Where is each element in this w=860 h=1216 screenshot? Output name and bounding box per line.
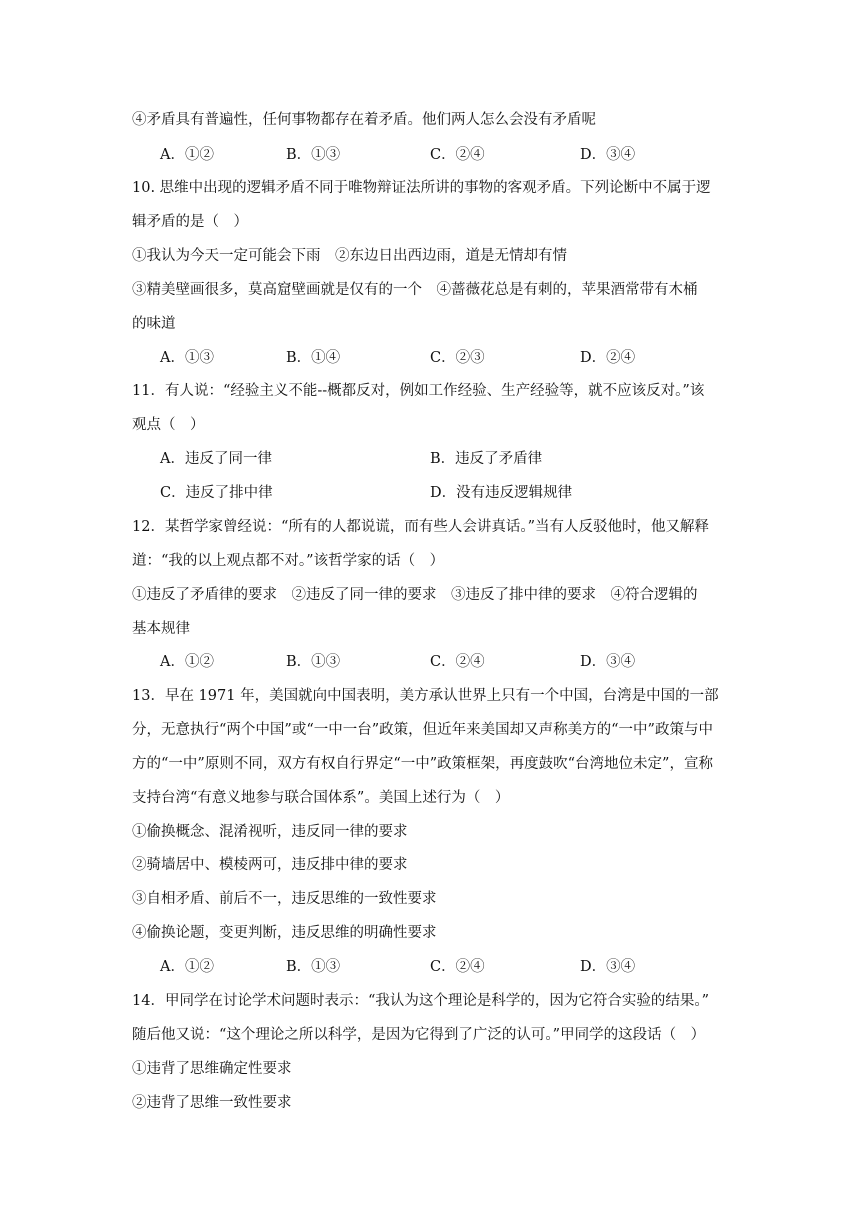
- question-12-stem: 道：“我的以上观点都不对。”该哲学家的话（ ）: [132, 553, 445, 569]
- question-13-statement: ④偷换论题，变更判断，违反思维的明确性要求: [132, 925, 437, 941]
- option-c: C．违反了排中律: [160, 485, 273, 501]
- option-b: B．①③: [286, 147, 341, 163]
- question-13-stem: 方的“一中”原则不同，双方有权自行界定“一中”政策框架，再度鼓吹“台湾地位未定”，宣称: [132, 756, 713, 772]
- option-d: D．③④: [580, 147, 636, 163]
- question-10-stem: 辑矛盾的是（ ）: [132, 214, 248, 230]
- option-b: B．①③: [286, 654, 341, 670]
- option-a: A．①②: [160, 959, 214, 975]
- question-14-statement: ①违背了思维确定性要求: [132, 1061, 292, 1077]
- question-13-stem: 分，无意执行“两个中国”或“一中一台”政策，但近年来美国却又声称美方的“一中”政策与中: [132, 722, 713, 738]
- question-14-stem: 随后他又说：“这个理论之所以科学，是因为它得到了广泛的认可。”甲同学的这段话（ ）: [132, 1027, 706, 1043]
- option-a: A．①③: [160, 350, 214, 366]
- question-13-statement: ③自相矛盾、前后不一，违反思维的一致性要求: [132, 891, 437, 907]
- question-14-statement: ②违背了思维一致性要求: [132, 1095, 292, 1111]
- question-14-stem: 14．甲同学在讨论学术问题时表示：“我认为这个理论是科学的，因为它符合实验的结果。”: [132, 993, 710, 1009]
- option-c: C．②④: [430, 147, 485, 163]
- text-line: ④矛盾具有普遍性，任何事物都存在着矛盾。他们两人怎么会没有矛盾呢: [132, 112, 596, 128]
- option-a: A．①②: [160, 147, 214, 163]
- question-13-stem: 13．早在 1971 年，美国就向中国表明，美方承认世界上只有一个中国，台湾是中国的一部: [132, 688, 719, 704]
- option-c: C．②④: [430, 654, 485, 670]
- option-d: D．②④: [580, 350, 636, 366]
- question-13-statement: ②骑墙居中、模棱两可，违反排中律的要求: [132, 857, 408, 873]
- option-d: D．没有违反逻辑规律: [430, 485, 573, 501]
- question-11-stem: 11．有人说：“经验主义不能--概都反对，例如工作经验、生产经验等，就不应该反对。”该: [132, 383, 705, 399]
- option-a: A．违反了同一律: [160, 451, 272, 467]
- question-10-statement: ①我认为今天一定可能会下雨 ②东边日出西边雨，道是无情却有情: [132, 248, 567, 264]
- option-d: D．③④: [580, 959, 636, 975]
- question-13-statement: ①偷换概念、混淆视听，违反同一律的要求: [132, 824, 408, 840]
- option-c: C．②④: [430, 959, 485, 975]
- question-12-stem: 12．某哲学家曾经说：“所有的人都说谎，而有些人会讲真话。”当有人反驳他时，他又解释: [132, 519, 710, 535]
- option-b: B．①③: [286, 959, 341, 975]
- option-a: A．①②: [160, 654, 214, 670]
- question-11-stem: 观点（ ）: [132, 417, 205, 433]
- question-12-statement: 基本规律: [132, 621, 190, 637]
- question-13-stem: 支持台湾“有意义地参与联合国体系”。美国上述行为（ ）: [132, 790, 510, 806]
- option-b: B．①④: [286, 350, 341, 366]
- question-10-stem: 10. 思维中出现的逻辑矛盾不同于唯物辩证法所讲的事物的客观矛盾。下列论断中不属于逻: [132, 180, 711, 196]
- option-c: C．②③: [430, 350, 485, 366]
- option-b: B．违反了矛盾律: [430, 451, 543, 467]
- question-10-statement: 的味道: [132, 316, 176, 332]
- option-d: D．③④: [580, 654, 636, 670]
- question-12-statement: ①违反了矛盾律的要求 ②违反了同一律的要求 ③违反了排中律的要求 ④符合逻辑的: [132, 587, 698, 603]
- question-10-statement: ③精美壁画很多，莫高窟壁画就是仅有的一个 ④蔷薇花总是有刺的，苹果酒常带有木桶: [132, 282, 698, 298]
